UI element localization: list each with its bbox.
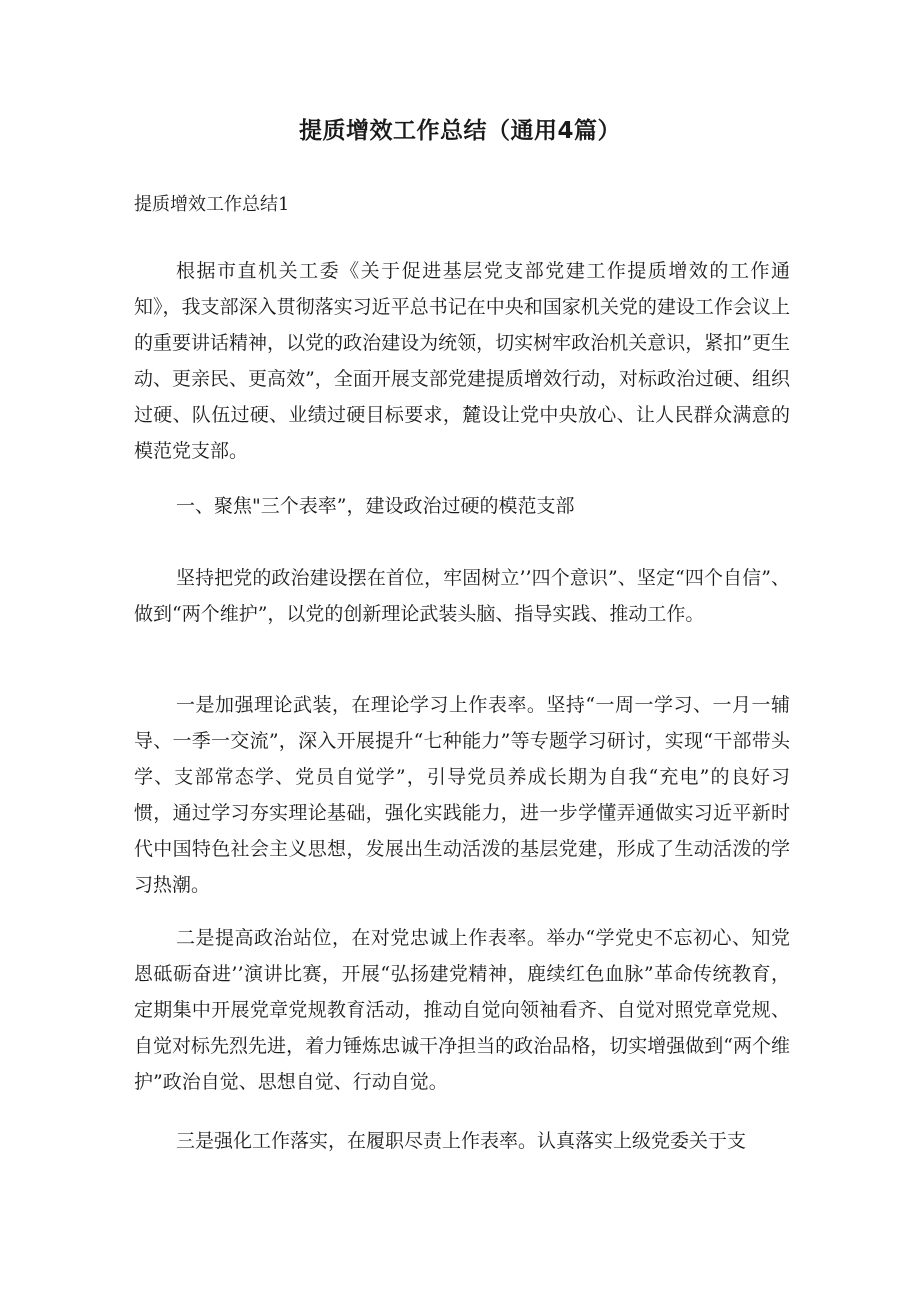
paragraph-political: 二是提高政治站位，在对党忠诚上作表率。举办“学党史不忘初心、知党恩砥砺奋进’’演讲比赛，开展“弘扬建党精神，鹿续红色血脉”革命传统教育，定期集中开展党章党规教育活动，推动自觉向领袖看齐、自觉对照党章党规、自觉对标先烈先进，着力锤炼忠诚干净担当的政治品格，切实增强做到“两个维护”政治自觉、思想自觉、行动自觉。 — [134, 927, 790, 1093]
paragraph-principle: 坚持把党的政治建设摆在首位，牢固树立’’四个意识”、坚定“四个自信”、做到“两个维护”，以党的创新理论武装头脑、指导实践、推动工作。 — [134, 567, 790, 625]
paragraph-intro: 根据市直机关工委《关于促进基层党支部党建工作提质增效的工作通知》，我支部深入贯彻落实习近平总书记在中央和国家机关党的建设工作会议上的重要讲话精神，以党的政治建设为统领，切实树牢政治机关意识，紧扣”更生动、更亲民、更高效”，全面开展支部党建提质增效行动，对标政治过硬、组织过硬、队伍过硬、业绩过硬目标要求，麓设让党中央放心、让人民群众满意的模范党支部。 — [134, 260, 790, 462]
paragraph-theory: 一是加强理论武装，在理论学习上作表率。坚持“一周一学习、一月一辅导、一季一交流”，深入开展提升“七种能力”等专题学习研讨，实现“干部带头学、支部常态学、党员自觉学”，引导党员养成长期为自我“充电”的良好习惯，通过学习夯实理论基础，强化实践能力，进一步学懂弄通做实习近平新时代中国特色社会主义思想，发展出生动活泼的基层党建，形成了生动活泼的学习热潮。 — [134, 694, 790, 896]
section-heading-1: 一、聚焦"三个表率”，建设政治过硬的模范支部 — [176, 495, 575, 517]
paragraph-implementation: 三是强化工作落实，在履职尽责上作表率。认真落实上级党委关于支 — [176, 1130, 747, 1152]
section-title: 提质增效工作总结1 — [134, 194, 290, 215]
document-title: 提质增效工作总结（通用4篇） — [298, 118, 621, 144]
